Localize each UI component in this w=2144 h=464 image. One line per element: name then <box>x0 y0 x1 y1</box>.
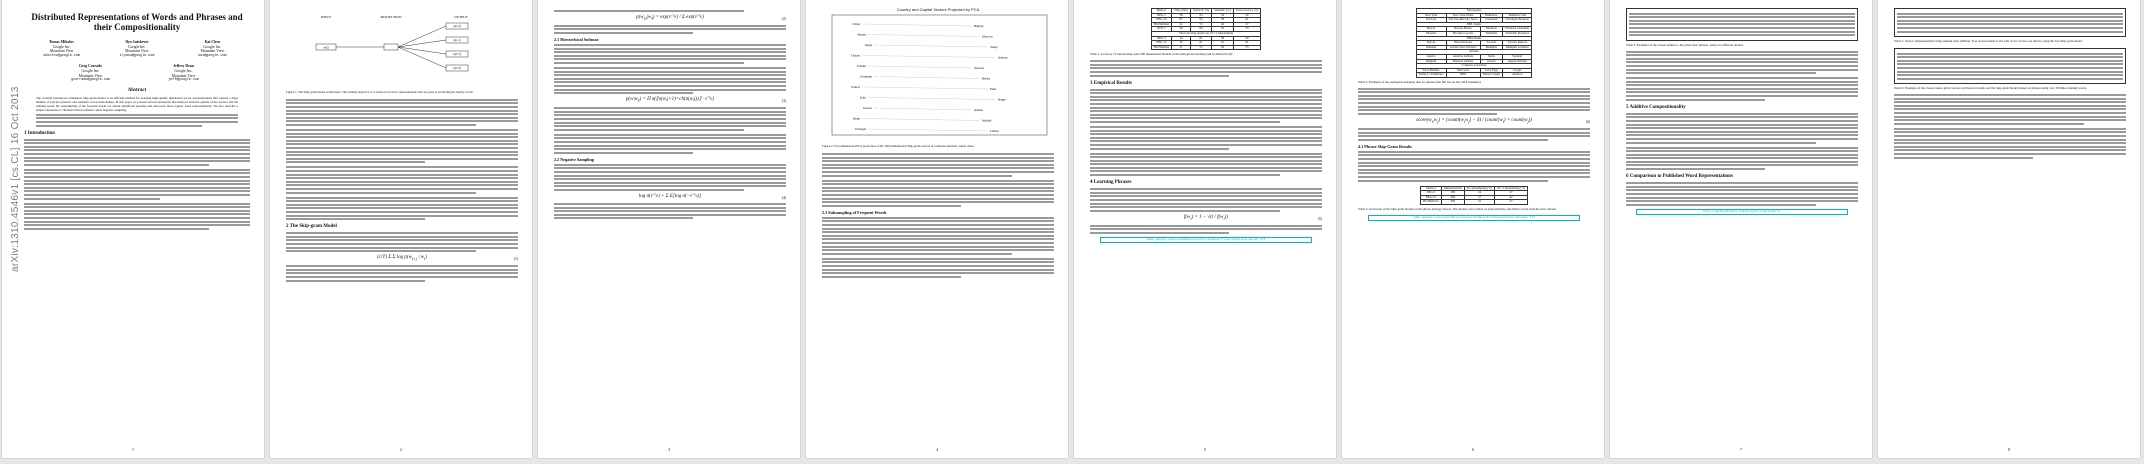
table-cell: 60 <box>1233 36 1261 41</box>
table-cell: Cincinnati <box>1480 18 1503 23</box>
figure-1-caption: Figure 1: The Skip-gram model architecture. The training objective is to learn word vector representations that are good at predicting the nearby words. <box>286 90 474 95</box>
table-cell: New York <box>1416 13 1446 18</box>
table-row <box>1420 200 1527 205</box>
equation-5: $score(w_i,w_j)$ = $(count(w_iw_j) - \delta)$ / ($count(w_i)$ × $count(w_j)$) (6) <box>1415 117 1590 124</box>
table-cell: 47 <box>1233 22 1261 27</box>
table-cell: Phoenix <box>1416 31 1446 36</box>
footnote-url-2[interactable]: code.google.com/p/word2vec/source/browse/trunk/questions-phrases.txt <box>1368 215 1580 221</box>
table-cell: Method <box>1420 186 1441 191</box>
table-cell: NEG-5 <box>1151 13 1172 18</box>
table-cell: 42 <box>1494 195 1527 200</box>
table-cell: Baltimore <box>1480 13 1503 18</box>
diagram-input-word: w(t) <box>323 45 329 50</box>
pca-link <box>862 87 988 89</box>
pca-capital-label: Berlin <box>982 76 990 81</box>
table-cell: 14 <box>1172 36 1191 41</box>
table-cell: Dimensionality <box>1441 186 1465 191</box>
equation-3: $p(w|w_I) = \Pi$ σ(⟦n(w,j+1)=ch(n(w,j))⟧ · v′ᵀv) (3) <box>625 97 786 104</box>
table-cell: Boston Bruins <box>1446 27 1480 32</box>
table-5-caption: Table 5: Vector compositionality using element-wise addition. Four closest tokens to the sum of two vectors are shown, using the best Skip-gram model. <box>1894 39 2083 44</box>
table-cell: 40 <box>1212 22 1233 27</box>
table-2-caption: Table 2: Examples of the analogical reasoning task for phrases (the full test set has 3218 examples). <box>1358 79 1482 84</box>
table-cell: NCE-5 <box>1151 27 1172 32</box>
table-cell: 38 <box>1172 13 1191 18</box>
figure-2-title: Country and Capital Vectors Projected by PCA <box>896 7 980 12</box>
table-cell: Memphis <box>1480 45 1503 50</box>
table-cell: Aegean Airlines <box>1503 59 1532 64</box>
pca-link <box>862 119 980 121</box>
section-1-heading: 1 Introduction <box>24 130 55 136</box>
diagram-projection-label: PROJECTION <box>380 15 402 19</box>
pca-capital-label: Ankara <box>998 55 1008 60</box>
page-5 <box>1074 0 1336 458</box>
equation-6: $f(w_i) = 1 - √(t / f(w_i))$ (5) <box>1183 214 1322 221</box>
table-cell: Montreal Canadiens <box>1503 27 1532 32</box>
page-number: 3 <box>668 446 670 452</box>
table-cell: Nashville Predators <box>1503 31 1532 36</box>
pca-link <box>874 45 988 47</box>
pca-capital-label: Beijing <box>974 24 984 29</box>
table-cell: Time [min] <box>1172 9 1191 14</box>
table-cell: 63 <box>1190 13 1211 18</box>
diagram-output-word: w(t+2) <box>452 66 462 71</box>
page-1 <box>2 0 264 458</box>
table-3 <box>1420 186 1528 205</box>
pca-country-label: Spain <box>852 116 860 121</box>
section-6-heading: 6 Comparison to Published Word Representations <box>1626 174 1733 180</box>
pca-link <box>874 108 972 110</box>
table-cell: Golden State Warriors <box>1446 45 1480 50</box>
pca-capital-label: Madrid <box>982 118 992 123</box>
pca-capital-label: Tokyo <box>990 45 999 50</box>
body-text <box>24 139 250 230</box>
pca-link <box>868 35 980 37</box>
table-cell: 52 <box>1190 45 1211 50</box>
page-3 <box>538 0 800 458</box>
table-1 <box>1151 8 1262 50</box>
table-cell: HS-Huffman <box>1151 45 1172 50</box>
page-4 <box>806 0 1068 458</box>
table-cell: 10^-5 subsampling [%] <box>1494 186 1527 191</box>
equation-4: log σ(v′ᵀv) + Σ E[log σ(−v′ᵀv)] (4) <box>638 193 786 200</box>
pca-capital-label: Athens <box>974 108 984 113</box>
author-row-1 <box>24 40 250 58</box>
table-cell: NEG-15 <box>1151 41 1172 46</box>
author-block: Tomas Mikolov Google Inc. Mountain View mikolov@google.com <box>43 40 80 58</box>
table-cell: Oakland <box>1416 45 1446 50</box>
page-number: 4 <box>936 446 938 452</box>
section-4-1-heading: 4.1 Phrase Skip-Gram Results <box>1358 143 1412 149</box>
table-cell: Austria <box>1416 54 1446 59</box>
pca-link <box>862 56 996 58</box>
table-cell: 61 <box>1212 41 1233 46</box>
section-2-1-heading: 2.1 Hierarchical Softmax <box>554 36 599 42</box>
table-cell: IBM <box>1446 73 1480 78</box>
table-cell: Detroit <box>1416 41 1446 46</box>
table-4-placeholder <box>1626 8 1858 41</box>
paper-title: Distributed Representations of Words and Phrases and their Compositionality <box>31 12 243 32</box>
pca-capital-label: Warsaw <box>974 66 985 71</box>
table-cell: Company executives <box>1416 64 1532 69</box>
table-cell: NHL Teams <box>1416 22 1532 27</box>
table-cell: 53 <box>1233 27 1261 32</box>
pca-link <box>868 98 996 100</box>
table-cell: Newspapers <box>1416 9 1532 14</box>
table-cell: NBA Teams <box>1416 36 1532 41</box>
pca-capital-label: Rome <box>998 97 1006 102</box>
table-cell: 27 <box>1465 195 1495 200</box>
table-cell: NEG-5 <box>1151 36 1172 41</box>
table-cell: 58 <box>1212 18 1233 23</box>
table-cell: 58 <box>1212 36 1233 41</box>
arxiv-stamp: arXiv:1310.4546v1 [cs.CL] 16 Oct 2013 <box>9 86 21 273</box>
diagram-output-word: w(t+1) <box>452 52 462 57</box>
table-cell: Syntactic [%] <box>1190 9 1211 14</box>
table-2 <box>1416 8 1533 78</box>
table-cell: Larry Page <box>1480 68 1503 73</box>
diagram-output-word: w(t-1) <box>453 38 461 43</box>
table-cell: 41 <box>1172 22 1191 27</box>
page-number: 7 <box>1740 446 1742 452</box>
table-cell: 38 <box>1172 27 1191 32</box>
table-cell: 19 <box>1465 200 1495 205</box>
table-cell: Semantic [%] <box>1212 9 1233 14</box>
diagram-output-word: w(t-2) <box>453 24 461 29</box>
section-5-heading: 5 Additive Compositionality <box>1626 104 1686 110</box>
pca-country-label: Italy <box>860 95 866 100</box>
section-4-heading: 4 Learning Phrases <box>1090 180 1132 186</box>
table-cell: No subsampling [%] <box>1465 186 1495 191</box>
page-6 <box>1342 0 1604 458</box>
table-cell: San Jose <box>1416 18 1446 23</box>
pca-plot <box>822 12 1054 142</box>
table-cell: 54 <box>1212 13 1233 18</box>
abstract-text: The recently introduced continuous Skip-gram model is an efficient method for learning high-quality distributed vector representations that capture a large number of precise syntactic and semantic word relationships. In this paper we present several extensions that improve both the quality of the vectors and the training speed. By subsampling of the frequent words we obtain significant speedup and also learn more regular word representations. We also describe a simple alternative to the hierarchical softmax called negative sampling. <box>36 95 238 113</box>
table-6-caption: Table 6: Examples of the closest tokens given various well known models and the Skip-gram model trained on phrases using over 30 billion training words. <box>1894 86 2087 91</box>
page-number: 1 <box>132 446 134 452</box>
table-cell: Montreal <box>1480 27 1503 32</box>
table-cell: Airlines <box>1416 50 1532 55</box>
table-cell: Samuel J. Palmisano <box>1416 73 1446 78</box>
table-cell: 36 <box>1172 41 1191 46</box>
table-cell: 55 <box>1233 45 1261 50</box>
pca-link <box>868 129 988 131</box>
footnote-url-1[interactable]: code.google.com/p/word2vec/source/browse/trunk/questions-words.txt <box>1100 237 1312 243</box>
page-7 <box>1610 0 1872 458</box>
pca-country-label: France <box>851 85 860 90</box>
page-2 <box>270 0 532 458</box>
table-1-caption: Table 1: Accuracy of various Skip-gram 300-dimensional models on the analogical reasoning task as defined in [8]. <box>1090 52 1234 57</box>
section-3-heading: 3 Empirical Results <box>1090 80 1132 86</box>
pca-country-label: Russia <box>857 32 866 37</box>
table-cell: 21 <box>1172 45 1191 50</box>
table-cell: New York Times <box>1446 13 1480 18</box>
table-cell: Method <box>1151 9 1172 14</box>
table-cell: Phoenix Coyotes <box>1446 31 1480 36</box>
equation-2: $p(w_O|w_I)$ = exp(v′ᵀv) / Σ exp(v′ᵀv) (2) <box>636 14 786 21</box>
abstract-heading: Abstract <box>127 87 147 93</box>
table-cell: 60 <box>1190 27 1211 32</box>
pca-country-label: Germany <box>860 74 872 79</box>
pca-country-label: Turkey <box>850 53 860 58</box>
table-cell: 61 <box>1190 36 1211 41</box>
table-cell: Spainair <box>1503 54 1532 59</box>
page-number: 2 <box>400 446 402 452</box>
table-cell: Cincinnati Enquirer <box>1503 18 1532 23</box>
pca-capital-label: Moscow <box>982 34 993 39</box>
table-cell: Toronto <box>1480 41 1503 46</box>
table-cell: Belgium <box>1416 59 1446 64</box>
table-cell: Austrian Airlines <box>1446 54 1480 59</box>
table-cell: 300 <box>1441 200 1465 205</box>
table-cell: Amazon <box>1503 73 1532 78</box>
table-cell: Memphis Grizzlies <box>1503 45 1532 50</box>
author-block: Ilya Sutskever Google Inc. Mountain View ilyasu@google.com <box>119 40 155 58</box>
table-cell: Spain <box>1480 54 1503 59</box>
equation-1: (1/T) Σ Σ $\log p(w_{t+j}$ | $w_t$) (1) <box>376 255 518 262</box>
page-number: 5 <box>1204 446 1206 452</box>
table-3-caption: Table 3: Accuracies of the Skip-gram models on the phrase analogy dataset. The models were trained on approximately one billion words from the news dataset. <box>1358 206 1557 211</box>
author-block: Kai Chen Google Inc. Mountain View kai@google.com <box>198 40 227 58</box>
table-cell: HS-Huffman <box>1151 22 1172 27</box>
skipgram-diagram <box>286 8 516 88</box>
table-cell: 63 <box>1190 18 1211 23</box>
table-cell: NEG-5 <box>1420 191 1441 196</box>
table-cell: Total accuracy [%] <box>1233 9 1261 14</box>
table-cell: 61 <box>1233 41 1261 46</box>
table-row <box>1416 73 1532 78</box>
table-cell: Google <box>1503 68 1532 73</box>
table-cell: Werner Vogels <box>1480 73 1503 78</box>
table-cell: Microsoft <box>1446 68 1480 73</box>
diagram-input-label: INPUT <box>320 15 332 19</box>
table-cell: Brussels Airlines <box>1446 59 1480 64</box>
pca-country-label: Japan <box>864 43 872 48</box>
author-row-2 <box>44 64 230 82</box>
pca-country-label: Poland <box>857 64 866 69</box>
pca-capital-label: Paris <box>990 87 997 92</box>
table-cell: 97 <box>1172 18 1191 23</box>
table-5-placeholder <box>1894 8 2126 37</box>
table-cell: 59 <box>1233 13 1261 18</box>
author-block: Greg Corrado Google Inc. Mountain View gcorrado@google.com <box>71 64 110 83</box>
pca-country-label: Portugal <box>855 127 866 132</box>
table-4-caption: Table 4: Examples of the closest entities to the given short phrases, using two different models. <box>1626 42 1744 47</box>
table-cell: San Jose Mercury News <box>1446 18 1480 23</box>
figure-2-caption: Figure 2: Two-dimensional PCA projection of the 1000-dimensional Skip-gram vectors of countries and their capital cities. <box>822 144 975 149</box>
table-cell: 53 <box>1190 22 1211 27</box>
author-block: Jeffrey Dean Google Inc. Mountain View jeff@google.com <box>168 64 199 83</box>
page-number: 8 <box>2008 446 2010 452</box>
table-cell: 24 <box>1465 191 1495 196</box>
section-2-3-heading: 2.3 Subsampling of Frequent Words <box>822 209 887 215</box>
diagram-output-label: OUTPUT <box>454 15 468 19</box>
table-cell: NEG-15 <box>1151 18 1172 23</box>
table-cell: 27 <box>1494 191 1527 196</box>
table-cell: Nashville <box>1480 31 1503 36</box>
page-8 <box>1878 0 2140 458</box>
table-cell: Steve Ballmer <box>1416 68 1446 73</box>
table-cell: Toronto Raptors <box>1503 41 1532 46</box>
section-2-2-heading: 2.2 Negative Sampling <box>554 156 594 162</box>
table-cell: 45 <box>1212 27 1233 32</box>
table-cell: Detroit Pistons <box>1446 41 1480 46</box>
pca-link <box>862 24 972 26</box>
table-cell: 61 <box>1233 18 1261 23</box>
table-cell: 300 <box>1441 191 1465 196</box>
section-2-heading: 2 The Skip-gram Model <box>286 224 337 230</box>
table-cell: NEG-15 <box>1420 195 1441 200</box>
pca-country-label: China <box>852 22 860 27</box>
pca-link <box>874 77 980 79</box>
page-number: 6 <box>1472 446 1474 452</box>
table-cell: 300 <box>1441 195 1465 200</box>
table-cell: Baltimore Sun <box>1503 13 1532 18</box>
table-cell: Boston <box>1416 27 1446 32</box>
pca-capital-label: Lisbon <box>990 129 999 134</box>
table-cell: 61 <box>1190 41 1211 46</box>
table-cell: 59 <box>1212 45 1233 50</box>
pca-country-label: Greece <box>862 106 872 111</box>
pca-link <box>868 66 972 68</box>
table-cell: The following results use 10^-5 subsampling <box>1151 31 1261 36</box>
table-cell: HS-Huffman <box>1420 200 1441 205</box>
table-cell: 47 <box>1494 200 1527 205</box>
table-row <box>1151 45 1261 50</box>
footnote-url-3[interactable]: http://metaoptimize.com/projects/wordreprs/ <box>1636 209 1848 215</box>
table-cell: Greece <box>1480 59 1503 64</box>
